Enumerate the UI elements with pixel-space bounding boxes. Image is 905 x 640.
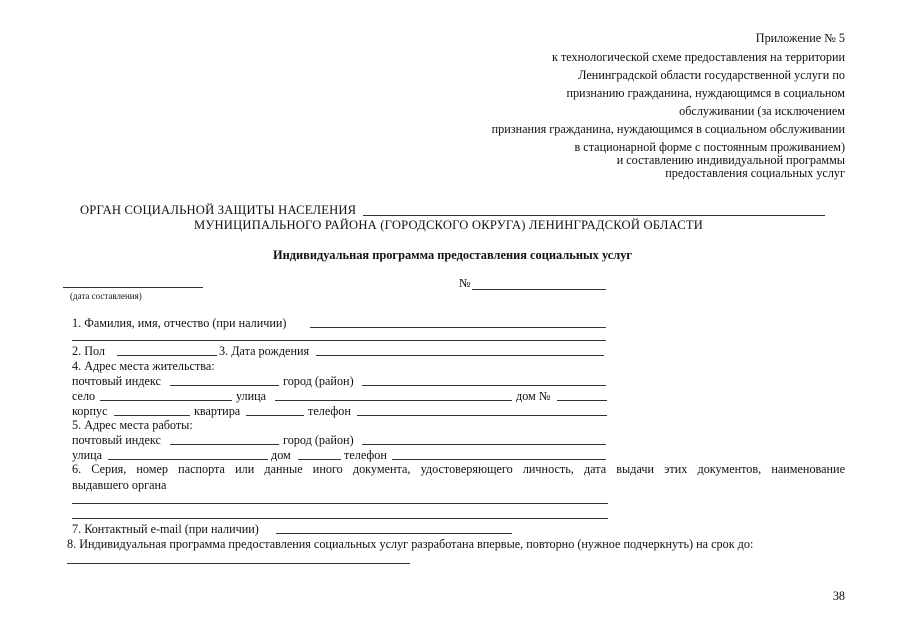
appendix-line: в стационарной форме с постоянным проживанием) (574, 140, 845, 154)
appendix-title: Приложение № 5 (755, 31, 845, 45)
appendix-line: признания гражданина, нуждающимся в социальном обслуживании (491, 122, 845, 136)
sex-line[interactable] (117, 355, 217, 356)
house-number-line[interactable] (557, 400, 607, 401)
work-street-line[interactable] (108, 459, 268, 460)
number-label: № (459, 276, 471, 290)
appendix-line: и составлению индивидуальной программы (616, 153, 845, 167)
number-line[interactable] (472, 289, 606, 290)
page-number: 38 (832, 589, 845, 603)
passport-line-2[interactable] (72, 518, 608, 519)
postal-index-line[interactable] (170, 385, 279, 386)
city-line[interactable] (362, 385, 606, 386)
appendix-line: Ленинградской области государственной услуги по (578, 68, 845, 82)
organ-heading-line1: ОРГАН СОЦИАЛЬНОЙ ЗАЩИТЫ НАСЕЛЕНИЯ (80, 203, 357, 217)
work-house-label: дом (271, 448, 291, 462)
date-line[interactable] (63, 287, 203, 288)
passport-line-1[interactable] (72, 503, 608, 504)
email-line[interactable] (276, 533, 512, 534)
appendix-line: предоставления социальных услуг (665, 166, 845, 180)
document-title: Индивидуальная программа предоставления социальных услуг (272, 248, 633, 262)
appendix-line: признанию гражданина, нуждающимся в социальном (566, 86, 845, 100)
field-residence-label: 4. Адрес места жительства: (72, 359, 215, 373)
work-postal-index-line[interactable] (170, 444, 279, 445)
city-label: город (район) (283, 374, 354, 388)
work-street-label: улица (72, 448, 103, 462)
date-caption: (дата составления) (70, 291, 142, 301)
house-number-label: дом № (516, 389, 551, 403)
street-line[interactable] (275, 400, 512, 401)
appendix-line: к технологической схеме предоставления на территории (552, 50, 845, 64)
field-sex-label: 2. Пол (72, 344, 106, 358)
village-label: село (72, 389, 96, 403)
fio-line-2[interactable] (72, 340, 606, 341)
work-postal-index-label: почтовый индекс (72, 433, 161, 447)
apartment-label: квартира (194, 404, 241, 418)
apartment-line[interactable] (246, 415, 304, 416)
building-line[interactable] (114, 415, 190, 416)
street-label: улица (236, 389, 267, 403)
village-line[interactable] (100, 400, 232, 401)
field-passport-label-2: выдавшего органа (72, 478, 167, 492)
work-city-line[interactable] (362, 444, 606, 445)
fio-line[interactable] (310, 327, 606, 328)
field-email-label: 7. Контактный e-mail (при наличии) (72, 522, 259, 536)
phone-label: телефон (308, 404, 351, 418)
field-birthdate-label: 3. Дата рождения (219, 344, 310, 358)
field-program-term-label: 8. Индивидуальная программа предоставления социальных услуг разработана впервые, повторно (нужное подчеркнуть) на срок до: (67, 537, 754, 551)
work-phone-label: телефон (344, 448, 387, 462)
program-term-line[interactable] (67, 563, 410, 564)
field-work-address-label: 5. Адрес места работы: (72, 418, 193, 432)
field-passport-label: 6. Серия, номер паспорта или данные иного документа, удостоверяющего личность, дата выдачи этих документов, наименование (72, 462, 845, 476)
work-city-label: город (район) (283, 433, 354, 447)
birthdate-line[interactable] (316, 355, 604, 356)
building-label: корпус (72, 404, 108, 418)
field-fio-label: 1. Фамилия, имя, отчество (при наличии) (72, 316, 287, 330)
work-phone-line[interactable] (392, 459, 606, 460)
organ-name-line[interactable] (363, 215, 825, 216)
appendix-line: обслуживании (за исключением (679, 104, 845, 118)
postal-index-label: почтовый индекс (72, 374, 161, 388)
organ-heading-line2: МУНИЦИПАЛЬНОГО РАЙОНА (ГОРОДСКОГО ОКРУГА) ЛЕНИНГРАДСКОЙ ОБЛАСТИ (194, 218, 704, 232)
work-house-line[interactable] (298, 459, 341, 460)
phone-line[interactable] (357, 415, 607, 416)
